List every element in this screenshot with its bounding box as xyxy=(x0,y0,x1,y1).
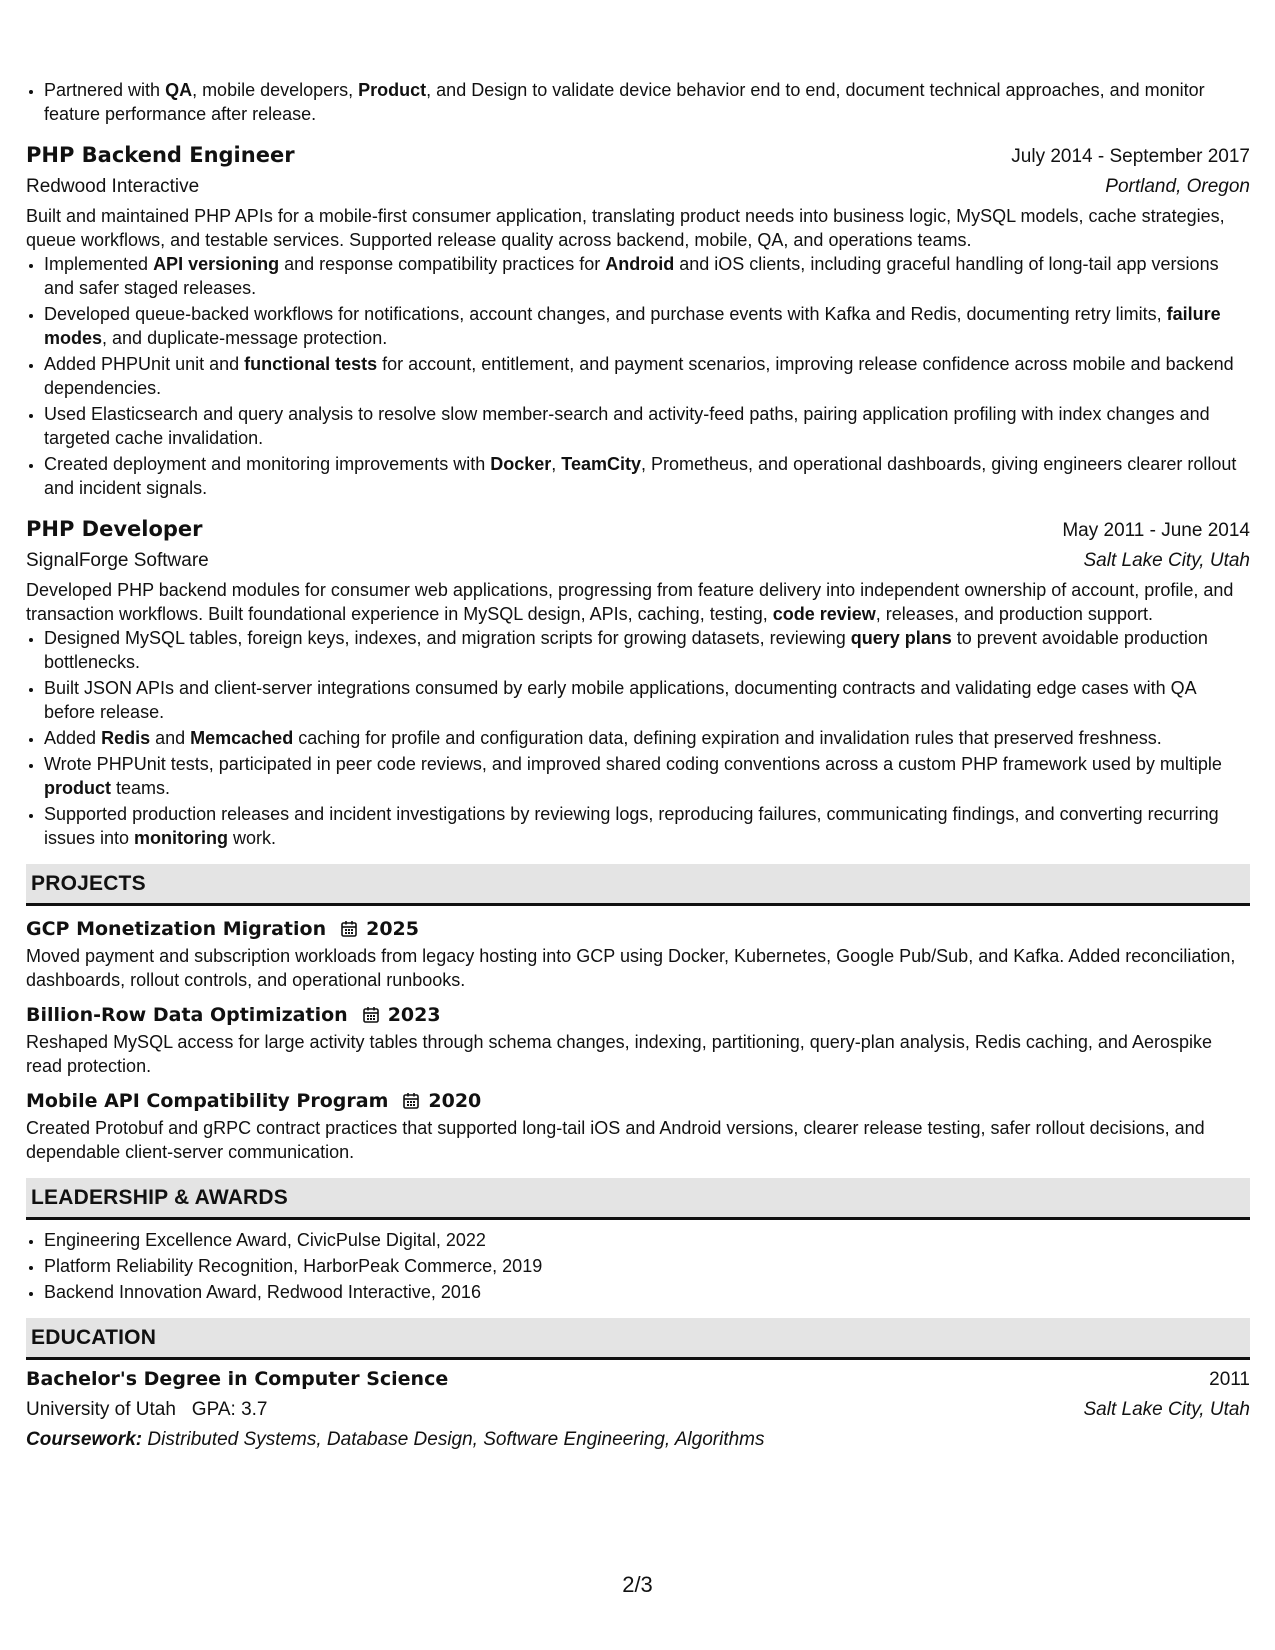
gpa: GPA: 3.7 xyxy=(191,1399,268,1420)
projects-list xyxy=(26,914,1250,1164)
page-number: 2/3 xyxy=(622,1572,653,1597)
resume-page xyxy=(26,78,1250,1455)
emphasis: TeamCity xyxy=(561,454,641,474)
emphasis: QA xyxy=(165,80,193,100)
bullet-item: • Used Elasticsearch and query analysis to resolve slow member-search and activity-feed paths, pairing application profiling with index changes and targeted cache invalidation. xyxy=(44,402,1250,450)
section-header-projects: PROJECTS xyxy=(26,864,1250,906)
section-header-education: EDUCATION xyxy=(26,1318,1250,1360)
job-summary: Developed PHP backend modules for consumer web applications, progressing from feature delivery into independent ownership of account, profile, and transaction workflows. Built foundational experience in MySQL design, APIs, caching, testing, code review, releases, and production support. xyxy=(26,580,1234,624)
bullet-item: • Supported production releases and incident investigations by reviewing logs, reproducing failures, communicating findings, and converting recurring issues into monitoring work. xyxy=(44,802,1250,850)
emphasis: Android xyxy=(605,254,675,274)
degree-title: Bachelor's Degree in Computer Science xyxy=(26,1368,449,1390)
bullet-item: • Created deployment and monitoring improvements with Docker, TeamCity, Prometheus, and operational dashboards, giving engineers clearer rollout and incident signals. xyxy=(44,452,1250,500)
project-title: Mobile API Compatibility Program xyxy=(26,1090,389,1112)
calendar-icon xyxy=(340,920,358,938)
job-location: Salt Lake City, Utah xyxy=(1083,550,1250,571)
graduation-year: 2011 xyxy=(1209,1369,1250,1390)
company-name: SignalForge Software xyxy=(26,550,209,571)
bullet-item: • Designed MySQL tables, foreign keys, indexes, and migration scripts for growing datasets, reviewing query plans to prevent avoidable production bottlenecks. xyxy=(44,626,1250,674)
job-subheader xyxy=(26,172,1250,202)
emphasis: monitoring xyxy=(134,828,229,848)
project-year: 2025 xyxy=(366,918,419,940)
job-location: Portland, Oregon xyxy=(1105,176,1250,197)
school-name: University of Utah xyxy=(26,1399,176,1420)
project-title-row xyxy=(26,914,1250,944)
job-title: PHP Developer xyxy=(26,517,203,541)
school-location: Salt Lake City, Utah xyxy=(1083,1399,1250,1420)
calendar-icon xyxy=(402,1092,420,1110)
job-subheader xyxy=(26,546,1250,576)
emphasis: functional tests xyxy=(244,354,378,374)
project-year: 2020 xyxy=(428,1090,482,1112)
award-item: • Platform Reliability Recognition, HarborPeak Commerce, 2019 xyxy=(44,1254,1250,1278)
job-entry xyxy=(26,140,1250,500)
education-subheader xyxy=(26,1395,1250,1425)
award-item: • Backend Innovation Award, Redwood Interactive, 2016 xyxy=(44,1280,1250,1304)
project-description: Reshaped MySQL access for large activity tables through schema changes, indexing, partitioning, query-plan analysis, Redis caching, and Aerospike read protection. xyxy=(26,1032,1212,1076)
education-entry xyxy=(26,1364,1250,1455)
bullet-item: • Built JSON APIs and client-server integrations consumed by early mobile applications, documenting contracts and validating edge cases with QA before release. xyxy=(44,676,1250,724)
section-header-awards: LEADERSHIP & AWARDS xyxy=(26,1178,1250,1220)
emphasis: failure modes xyxy=(44,304,1221,348)
carryover-bullets xyxy=(26,78,1250,126)
bullet-item: • Partnered with QA, mobile developers, Product, and Design to validate device behavior end to end, document technical approaches, and monitor feature performance after release. xyxy=(44,78,1250,126)
emphasis: code review xyxy=(772,604,876,624)
job-entry xyxy=(26,514,1250,850)
education-header xyxy=(26,1364,1250,1395)
project-description: Moved payment and subscription workloads from legacy hosting into GCP using Docker, Kubernetes, Google Pub/Sub, and Kafka. Added reconciliation, dashboards, rollout controls, and operational runbooks. xyxy=(26,946,1236,990)
emphasis: Memcached xyxy=(190,728,294,748)
job-bullets xyxy=(26,252,1250,500)
bullet-item: • Added PHPUnit unit and functional tests for account, entitlement, and payment scenarios, improving release confidence across mobile and backend dependencies. xyxy=(44,352,1250,400)
project-title-row xyxy=(26,1086,1250,1116)
emphasis: query plans xyxy=(850,628,952,648)
emphasis: product xyxy=(44,778,111,798)
project-entry xyxy=(26,914,1250,992)
job-title: PHP Backend Engineer xyxy=(26,143,295,167)
calendar-icon xyxy=(362,1006,380,1024)
project-title-row xyxy=(26,1000,1250,1030)
bullet-item: • Added Redis and Memcached caching for profile and configuration data, defining expiration and invalidation rules that preserved freshness. xyxy=(44,726,1250,750)
bullet-item: • Implemented API versioning and response compatibility practices for Android and iOS clients, including graceful handling of long-tail app versions and safer staged releases. xyxy=(44,252,1250,300)
company-name: Redwood Interactive xyxy=(26,176,200,197)
bullet-item: • Wrote PHPUnit tests, participated in peer code reviews, and improved shared coding conventions across a custom PHP framework used by multiple product teams. xyxy=(44,752,1250,800)
emphasis: API versioning xyxy=(153,254,280,274)
job-summary: Built and maintained PHP APIs for a mobile-first consumer application, translating product needs into business logic, MySQL models, cache strategies, queue workflows, and testable services. Supported release quality across backend, mobile, QA, and operations teams. xyxy=(26,206,1225,250)
coursework-label: Coursework: xyxy=(26,1429,143,1450)
job-header xyxy=(26,514,1250,546)
school-info xyxy=(26,1395,267,1425)
project-year: 2023 xyxy=(387,1004,441,1026)
project-title: GCP Monetization Migration xyxy=(26,918,327,940)
job-dates: May 2011 - June 2014 xyxy=(1062,520,1250,541)
award-item: • Engineering Excellence Award, CivicPulse Digital, 2022 xyxy=(44,1228,1250,1252)
bullet-item: • Developed queue-backed workflows for notifications, account changes, and purchase events with Kafka and Redis, documenting retry limits, failure modes, and duplicate-message protection. xyxy=(44,302,1250,350)
project-title: Billion-Row Data Optimization xyxy=(26,1004,348,1026)
emphasis: Docker xyxy=(490,454,552,474)
emphasis: Product xyxy=(358,80,427,100)
coursework-list: Distributed Systems, Database Design, Software Engineering, Algorithms xyxy=(147,1429,765,1450)
project-entry xyxy=(26,1086,1250,1164)
emphasis: Redis xyxy=(101,728,151,748)
job-header xyxy=(26,140,1250,172)
coursework xyxy=(26,1425,1250,1455)
project-entry xyxy=(26,1000,1250,1078)
job-dates: July 2014 - September 2017 xyxy=(1011,146,1250,167)
job-bullets xyxy=(26,626,1250,850)
awards-list xyxy=(26,1228,1250,1304)
project-description: Created Protobuf and gRPC contract practices that supported long-tail iOS and Android versions, clearer release testing, safer rollout decisions, and dependable client-server communication. xyxy=(26,1118,1205,1162)
